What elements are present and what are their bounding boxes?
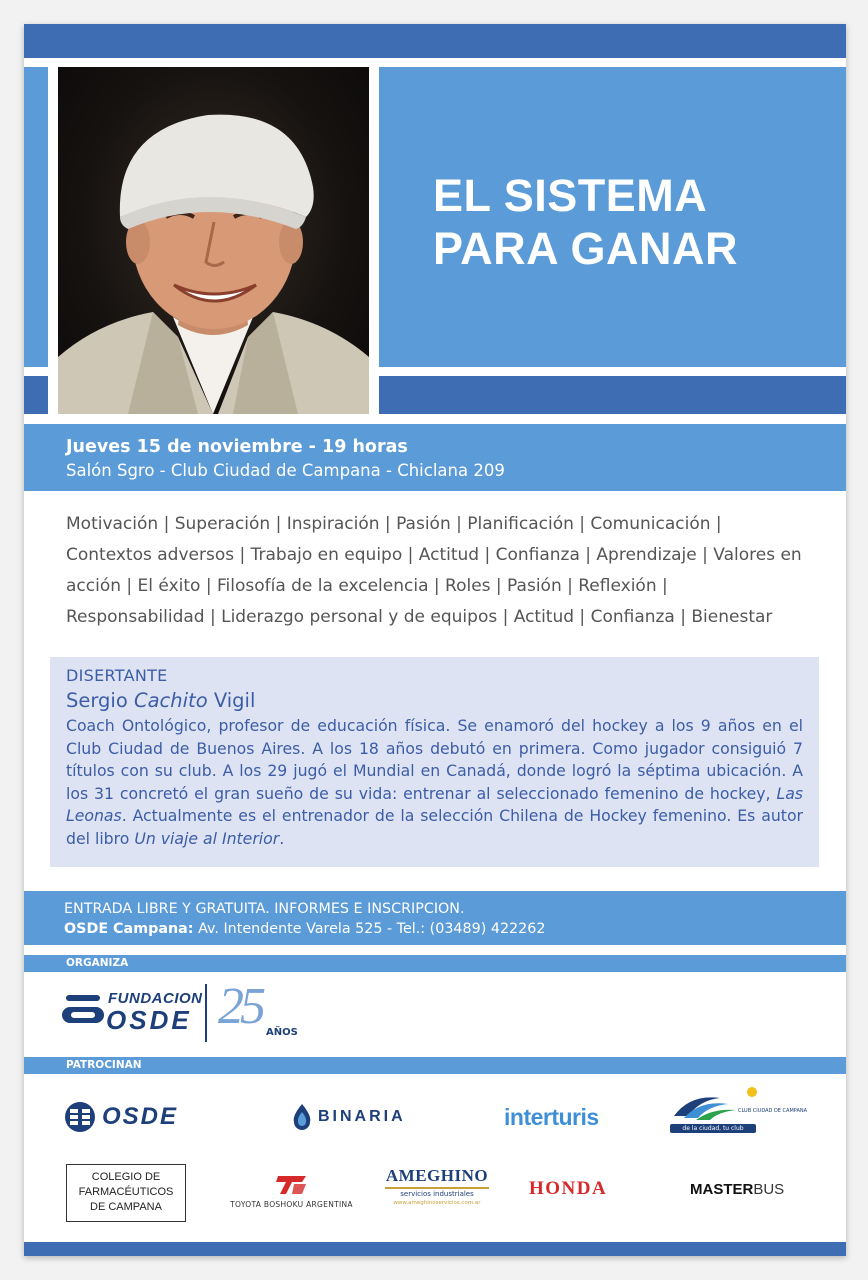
speaker-last-name: Vigil [213, 689, 256, 712]
osde-wordmark: OSDE [102, 1103, 179, 1130]
bio-part-2: . Actualmente es el entrenador de la selección Chilena de Hockey femenino. Es autor del libro [66, 806, 803, 848]
speaker-photo [58, 67, 369, 414]
toyota-boshoku-emblem-icon [272, 1172, 312, 1196]
osde-logo [64, 1100, 178, 1134]
binaria-drop-icon [292, 1102, 312, 1132]
ameghino-logo [382, 1166, 492, 1216]
title-line-1: EL SISTEMA [433, 170, 708, 221]
binaria-wordmark: BINARIA [318, 1108, 406, 1125]
osde-emblem-icon [64, 1101, 96, 1133]
toyota-boshoku-text: TOYOTA BOSHOKU ARGENTINA [230, 1200, 353, 1209]
speaker-heading: DISERTANTE [66, 666, 168, 685]
honda-logo [529, 1176, 607, 1202]
info-org: OSDE Campana: [64, 921, 194, 937]
club-waves-icon [670, 1086, 808, 1124]
anniversary-number: 25 [218, 978, 262, 1035]
ameghino-underline [385, 1187, 489, 1189]
title-line-2: PARA GANAR [433, 223, 738, 274]
title-panel [379, 67, 846, 367]
farm-line-1: COLEGIO DE [91, 1171, 161, 1183]
interturis-logo [504, 1102, 599, 1132]
info-line-1: ENTRADA LIBRE Y GRATUITA. INFORMES E INSCRIPCION. [64, 901, 465, 917]
honda-wordmark: HONDA [529, 1178, 608, 1199]
info-band [24, 891, 846, 945]
club-slogan: de la ciudad, tu club [670, 1124, 756, 1133]
binaria-logo [292, 1102, 406, 1132]
anniversary-word: AÑOS [266, 1027, 298, 1038]
event-date: Jueves 15 de noviembre - 19 horas [66, 437, 408, 457]
farm-line-3: DE CAMPANA [90, 1201, 162, 1213]
flyer [24, 24, 846, 1256]
fundacion-osde-wordmark: OSDE [106, 1005, 192, 1035]
speaker-nickname: Cachito [133, 689, 208, 712]
fundacion-text: FUNDACION [108, 990, 203, 1007]
organiza-divider [205, 984, 207, 1042]
left-accent-strip [24, 67, 48, 367]
ameghino-subtitle: servicios industriales [400, 1190, 474, 1198]
bio-team: Las Leonas [66, 783, 803, 825]
left-accent-strip-dark [24, 376, 48, 414]
interturis-wordmark: interturis [504, 1103, 599, 1130]
colegio-farmaceuticos-logo [66, 1164, 186, 1222]
patrocinan-label: PATROCINAN [24, 1057, 846, 1074]
ameghino-wordmark: AMEGHINO [385, 1166, 489, 1185]
info-line-2 [64, 919, 846, 939]
masterbus-light: BUS [753, 1180, 785, 1198]
event-title [433, 169, 833, 275]
bio-part-1: Coach Ontológico, profesor de educación física. Se enamoró del hockey a los 9 años en el Club Ciudad de Buenos Aires. A los 18 años debutó en primera. Como jugador consiguió 7 títulos con su club. A los 29 jugó el Mundial en Canadá, donde logró la séptima ubicación. A los 31 concretó el gran sueño de su vida: entrenar al seleccionado femenino de hockey, [66, 716, 803, 803]
club-ciudad-campana-logo [670, 1086, 808, 1138]
bio-book: Un viaje al Interior [134, 828, 280, 848]
club-text: CLUB CIUDAD DE CAMPANA [738, 1108, 808, 1114]
event-venue: Salón Sgro - Club Ciudad de Campana - Chiclana 209 [66, 461, 505, 480]
topics-list: Motivación | Superación | Inspiración | Pasión | Planificación | Comunicación | Contextos adversos | Trabajo en equipo | Actitud | Confianza | Aprendizaje | Valores en acción | El éxito | Filosofía de la excelencia | Roles | Pasión | Reflexión | Responsabilidad | Liderazgo personal y de equipos | Actitud | Confianza | Bienestar [66, 514, 802, 627]
speaker-box [50, 657, 819, 867]
bio-end: . [279, 828, 285, 848]
masterbus-bold: MASTER [690, 1180, 754, 1198]
speaker-bio [66, 715, 803, 850]
masterbus-logo [690, 1176, 784, 1202]
bottom-bar [24, 1242, 846, 1256]
ameghino-url: www.ameghinoservicios.com.ar [393, 1200, 481, 1206]
info-contact: Av. Intendente Varela 525 - Tel.: (03489) 422262 [198, 921, 546, 937]
date-band [24, 424, 846, 491]
organiza-label: ORGANIZA [24, 955, 846, 972]
speaker-first-name: Sergio [66, 689, 128, 712]
top-bar [24, 24, 846, 58]
toyota-boshoku-logo [224, 1172, 359, 1214]
speaker-name [66, 687, 803, 715]
farm-line-2: FARMACÉUTICOS [78, 1186, 174, 1198]
title-panel-accent [379, 376, 846, 414]
